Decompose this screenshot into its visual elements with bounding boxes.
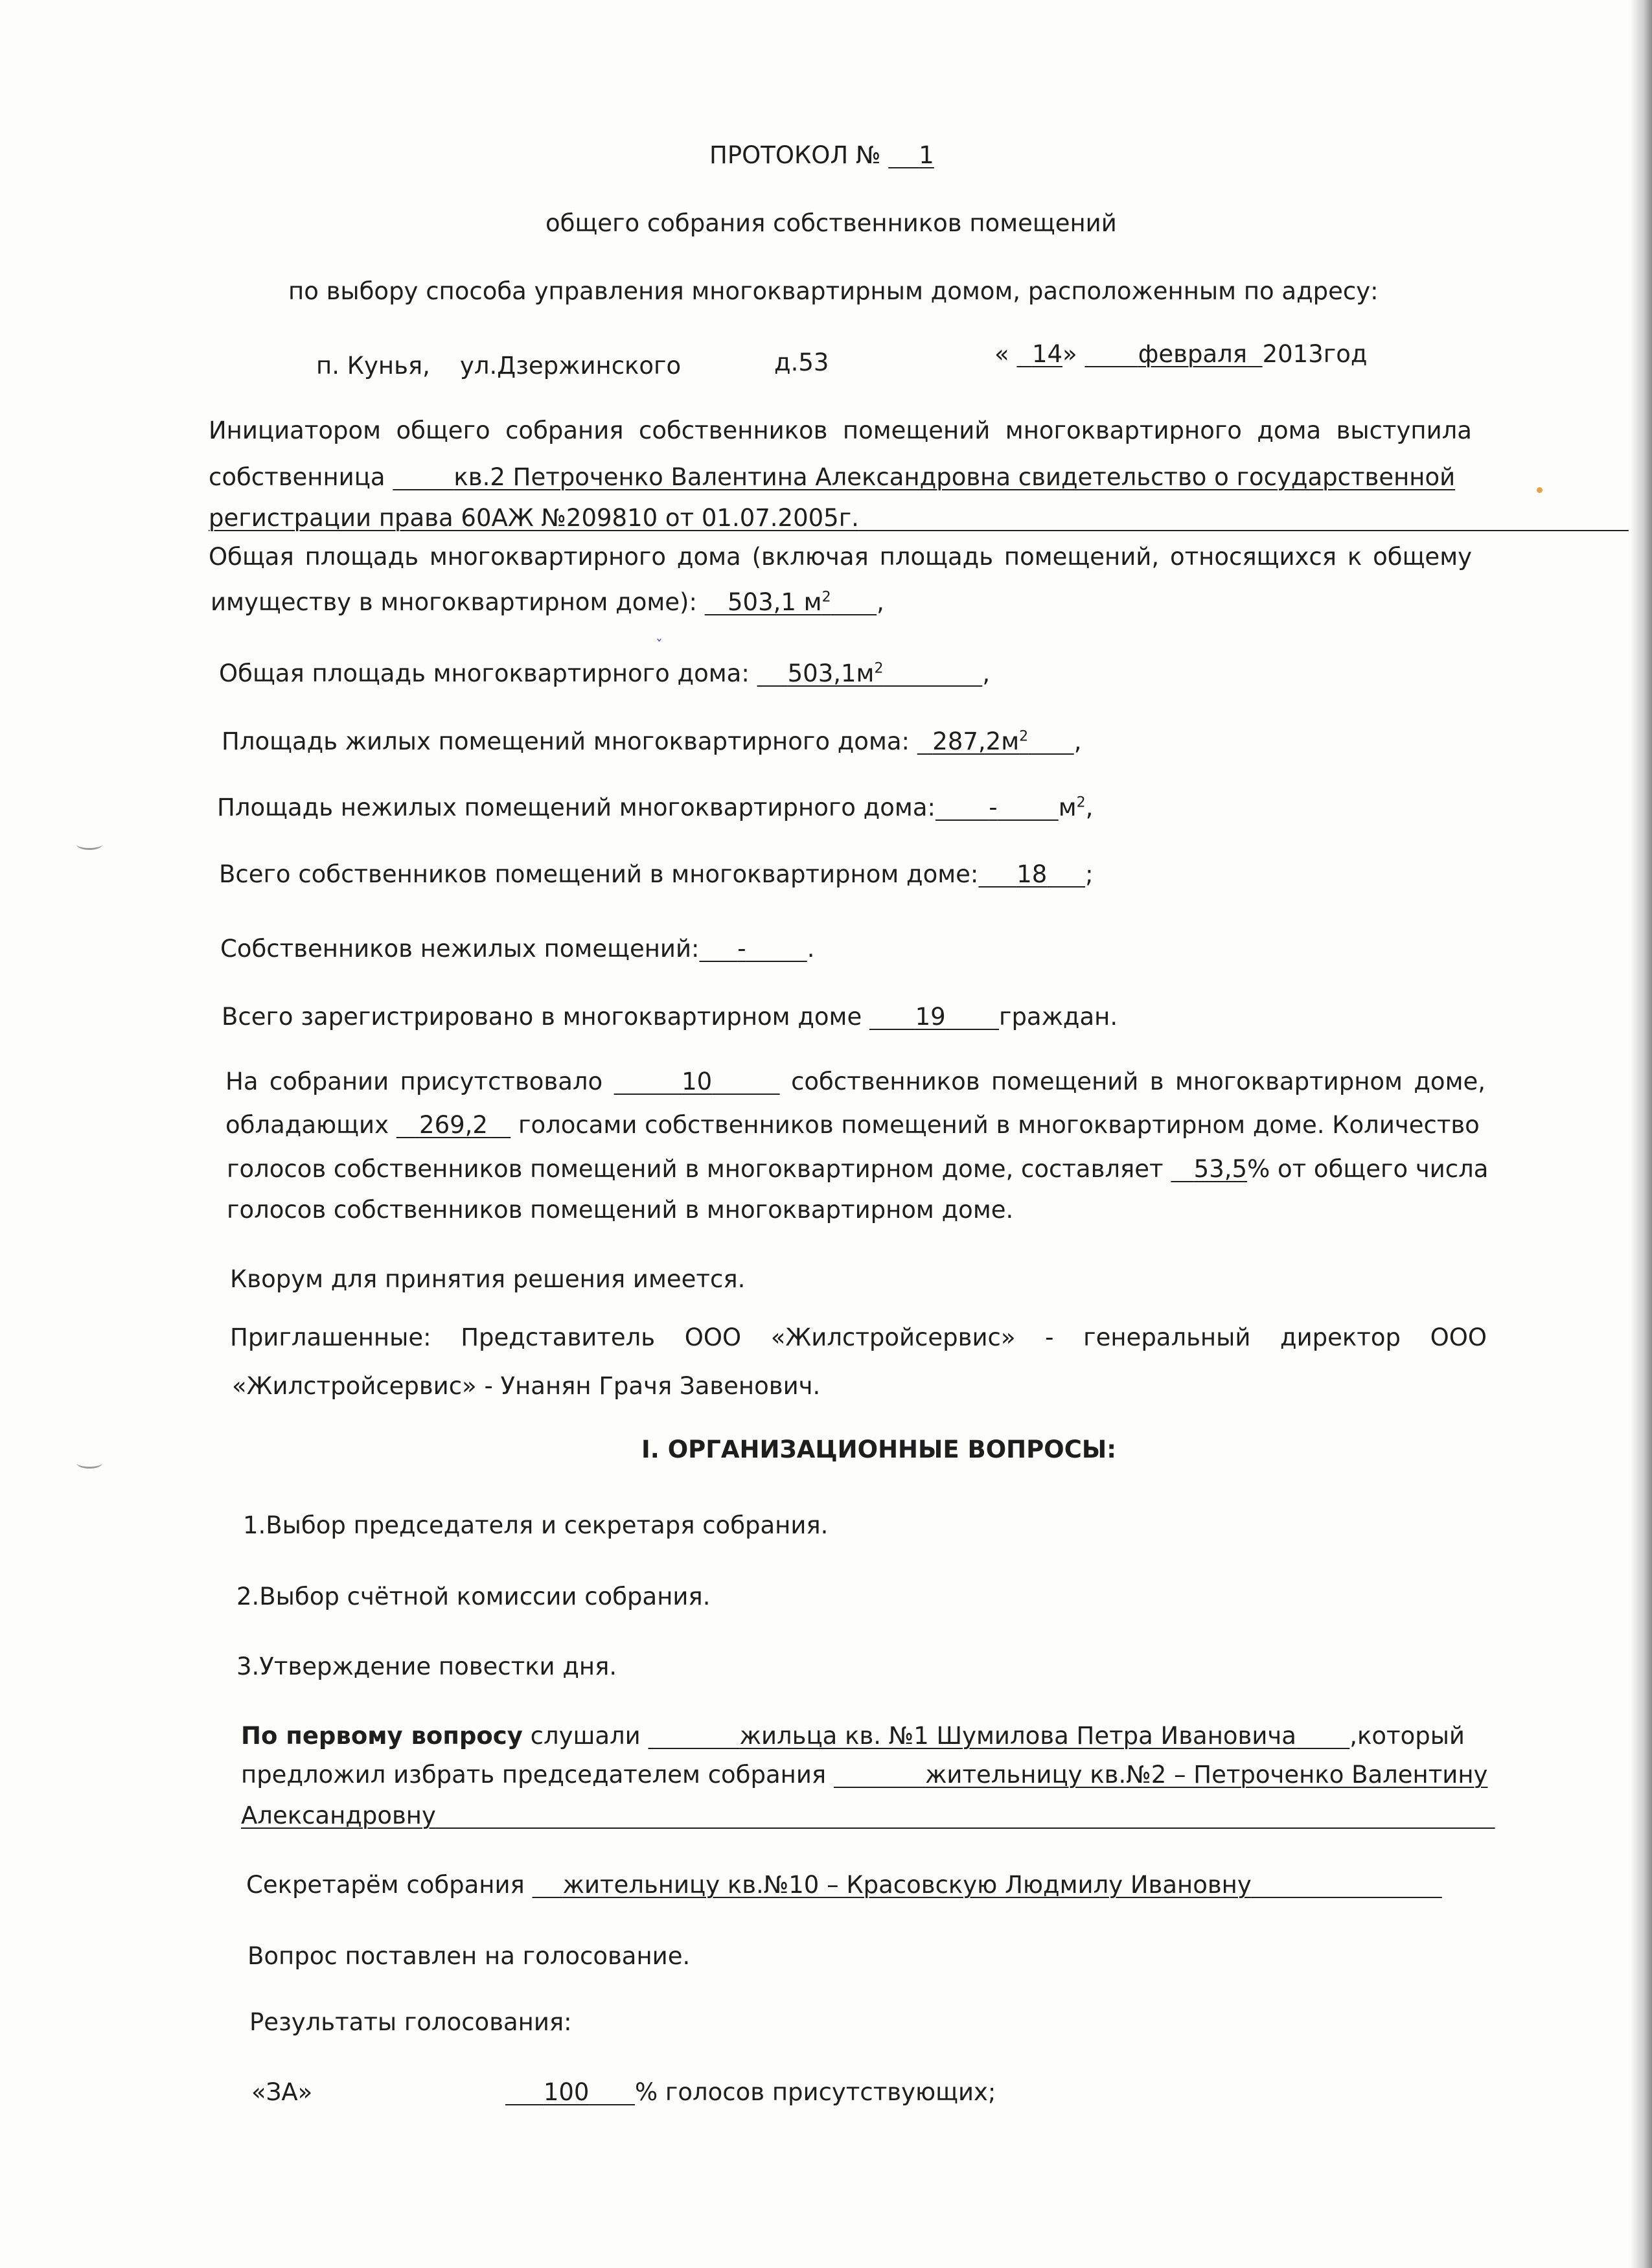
question1-chair: жительницу кв.№2 – Петроченко Валентину <box>925 1761 1488 1789</box>
owners-total-line: Всего собственников помещений в многоквартирном доме: 18 ; <box>219 860 1094 888</box>
meeting-day: 14 <box>1031 340 1063 368</box>
votes-count: 269,2 <box>419 1111 488 1139</box>
scan-edge-shadow <box>1630 0 1652 2268</box>
agenda-item-1: 1.Выбор председателя и секретаря собрания. <box>243 1511 829 1539</box>
total-area-value: $503,1м^2$ <box>787 659 884 687</box>
question1-chair-cont: Александровну <box>241 1802 436 1829</box>
subtitle-2: по выбору способа управления многоквартирным домом, расположенным по адресу: <box>288 277 1379 305</box>
initiator-line-3 <box>209 502 1629 534</box>
protocol-title: ПРОТОКОЛ № 1 <box>709 141 934 169</box>
total-area-line: Общая площадь многоквартирного дома: $503,1м^2$ , <box>219 659 991 687</box>
hole-punch-mark <box>76 839 102 850</box>
vote-for-label: «ЗА» <box>251 2078 313 2106</box>
nonliving-area-line: Площадь нежилых помещений многоквартирного дома: - $м^2$, <box>217 794 1094 821</box>
owners-nonliving-value: - <box>737 935 746 963</box>
section-heading: I. ОРГАНИЗАЦИОННЫЕ ВОПРОСЫ: <box>641 1436 1116 1463</box>
attendance-line-2: обладающих 269,2 голосами собственников помещений в многоквартирном доме. Количество <box>225 1111 1480 1139</box>
present-count: 10 <box>682 1068 713 1095</box>
initiator-name: кв.2 Петроченко Валентина Александровна свидетельство о государственной <box>453 463 1456 491</box>
attendance-line-4: голосов собственников помещений в многоквартирном доме. <box>227 1196 1014 1224</box>
registered-value: 19 <box>915 1003 946 1031</box>
put-to-vote: Вопрос поставлен на голосование. <box>247 1942 691 1970</box>
attendance-line-3: голосов собственников помещений в многоквартирном доме, составляет 53,5% от общего числа <box>227 1155 1489 1183</box>
vote-for-value: 100 <box>543 2078 590 2106</box>
address-street: ул.Дзержинского <box>460 352 682 380</box>
quorum-line: Кворум для принятия решения имеется. <box>230 1265 746 1293</box>
owners-nonliving-line: Собственников нежилых помещений: - . <box>220 935 815 963</box>
nonliving-area-value: - <box>989 794 998 821</box>
secretary-line: Секретарём собрания жительницу кв.№10 – Красовскую Людмилу Ивановну <box>246 1869 1442 1901</box>
address-house: д.53 <box>774 349 829 376</box>
initiator-line-1: Инициатором общего собрания собственников помещений многоквартирного дома выступила <box>209 417 1472 444</box>
total-area-incl-value: 503,1 $м^2$ <box>727 588 831 616</box>
pen-mark: ˇ <box>656 638 663 654</box>
percent-value: 53,5 <box>1193 1155 1248 1183</box>
attendance-line-1: На собрании присутствовало 10 собственников помещений в многоквартирном доме, <box>225 1068 1486 1095</box>
protocol-number: 1 <box>919 141 934 169</box>
subtitle-1: общего собрания собственников помещений <box>545 209 1117 237</box>
meeting-year: 2013год <box>1262 340 1368 368</box>
results-heading: Результаты голосования: <box>249 2008 572 2036</box>
invited-line-2: «Жилстройсервис» - Унанян Грачя Завенович. <box>232 1372 821 1400</box>
initiator-registration: регистрации права 60АЖ №209810 от 01.07.2005г. <box>209 504 859 532</box>
address-settlement: п. Кунья, <box>316 352 430 380</box>
initiator-line-2: собственница кв.2 Петроченко Валентина Александровна свидетельство о государственной <box>209 463 1456 491</box>
invited-line-1: Приглашенные: Представитель ООО «Жилстройсервис» - генеральный директор ООО <box>230 1323 1487 1351</box>
question1-line-2: предложил избрать председателем собрания жительницу кв.№2 – Петроченко Валентину <box>241 1761 1488 1789</box>
hole-punch-mark <box>76 1458 102 1469</box>
owners-total-value: 18 <box>1016 860 1048 888</box>
question1-line-1: По первому вопросу слушали жильца кв. №1 Шумилова Петра Ивановича ,который <box>241 1722 1465 1750</box>
living-area-line: Площадь жилых помещений многоквартирного дома: $287,2м^2$ , <box>222 727 1082 755</box>
vote-for-line: 100 % голосов присутствующих; <box>505 2076 996 2109</box>
meeting-month: февраля <box>1138 340 1248 368</box>
agenda-item-2: 2.Выбор счётной комиссии собрания. <box>236 1583 711 1610</box>
total-area-incl-line-1: Общая площадь многоквартирного дома (включая площадь помещений, относящихся к общему <box>209 543 1472 571</box>
agenda-item-3: 3.Утверждение повестки дня. <box>236 1653 617 1680</box>
living-area-value: $287,2м^2$ <box>932 727 1029 755</box>
question1-speaker: жильца кв. №1 Шумилова Петра Ивановича <box>739 1722 1296 1750</box>
question1-line-3 <box>241 1800 1495 1832</box>
total-area-incl-line-2: имуществу в многоквартирном доме): 503,1 $м^2$ , <box>211 588 884 616</box>
ink-speck <box>1537 487 1543 493</box>
meeting-date: « 14» февраля 2013год <box>994 340 1368 368</box>
registered-line: Всего зарегистрировано в многоквартирном доме 19 граждан. <box>222 1003 1118 1031</box>
secretary-value: жительницу кв.№10 – Красовскую Людмилу Ивановну <box>562 1871 1252 1899</box>
